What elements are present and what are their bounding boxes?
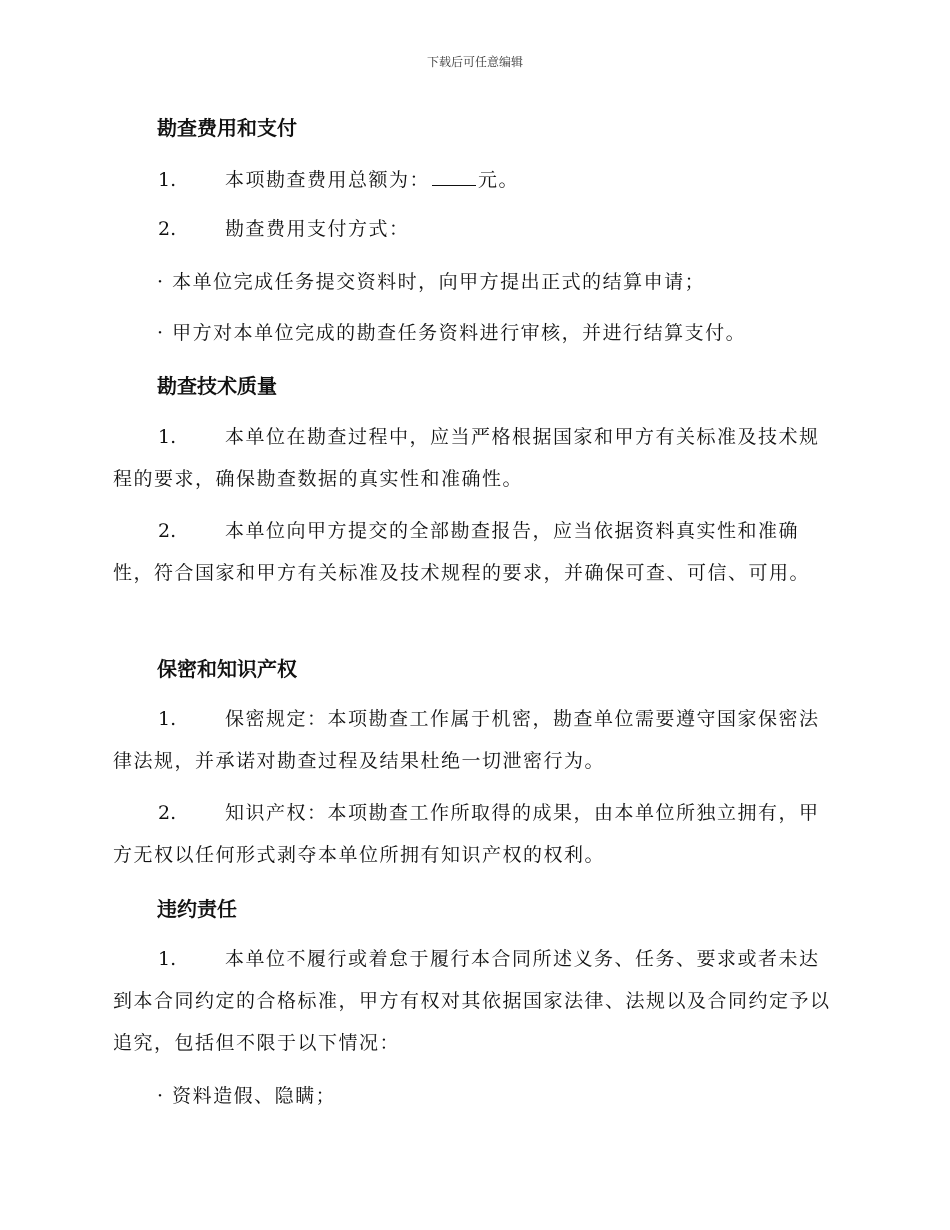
item-text: 本单位在勘查过程中，应当严格根据国家和甲方有关标准及技术规程的要求，确保勘查数据的真实性和准确性。 (113, 426, 820, 490)
item-number: 2. (158, 520, 177, 542)
item-number: 1. (158, 948, 177, 970)
list-item (113, 208, 833, 250)
section-title: 勘查技术质量 (157, 374, 277, 398)
item-text: 本单位向甲方提交的全部勘查报告，应当依据资料真实性和准确性，符合国家和甲方有关标准及技术规程的要求，并确保可查、可信、可用。 (113, 520, 811, 584)
item-text: 本项勘查费用总额为： (225, 169, 431, 191)
page-header: 下载后可任意编辑 (426, 55, 523, 69)
list-item (113, 938, 833, 1064)
item-text: 知识产权：本项勘查工作所取得的成果，由本单位所独立拥有，甲方无权以任何形式剥夺本单位所拥有知识产权的权利。 (113, 802, 820, 866)
item-number: 2. (158, 802, 177, 824)
list-item (113, 792, 833, 876)
bullet-item: · 甲方对本单位完成的勘查任务资料进行审核，并进行结算支付。 (157, 322, 747, 344)
bullet-item: · 资料造假、隐瞒； (157, 1085, 337, 1107)
section-title: 保密和知识产权 (157, 657, 297, 681)
item-number: 1. (158, 708, 177, 730)
item-text: 保密规定：本项勘查工作属于机密，勘查单位需要遵守国家保密法律法规，并承诺对勘查过程及结果杜绝一切泄密行为。 (113, 708, 820, 772)
item-text: 元。 (478, 169, 520, 191)
bullet-item: · 本单位完成任务提交资料时，向甲方提出正式的结算申请； (157, 271, 706, 293)
section-title: 勘查费用和支付 (157, 116, 297, 140)
item-number: 1. (158, 426, 177, 448)
fill-blank (432, 167, 476, 186)
section-title: 违约责任 (157, 897, 237, 921)
list-item (113, 698, 833, 782)
item-text: 勘查费用支付方式： (225, 218, 410, 240)
list-item (113, 510, 833, 594)
item-text: 本单位不履行或着怠于履行本合同所述义务、任务、要求或者未达到本合同约定的合格标准，甲方有权对其依据国家法律、法规以及合同约定予以追究，包括但不限于以下情况： (113, 948, 831, 1054)
item-number: 1. (158, 169, 177, 191)
item-number: 2. (158, 218, 177, 240)
list-item (113, 416, 833, 500)
list-item (113, 159, 833, 201)
